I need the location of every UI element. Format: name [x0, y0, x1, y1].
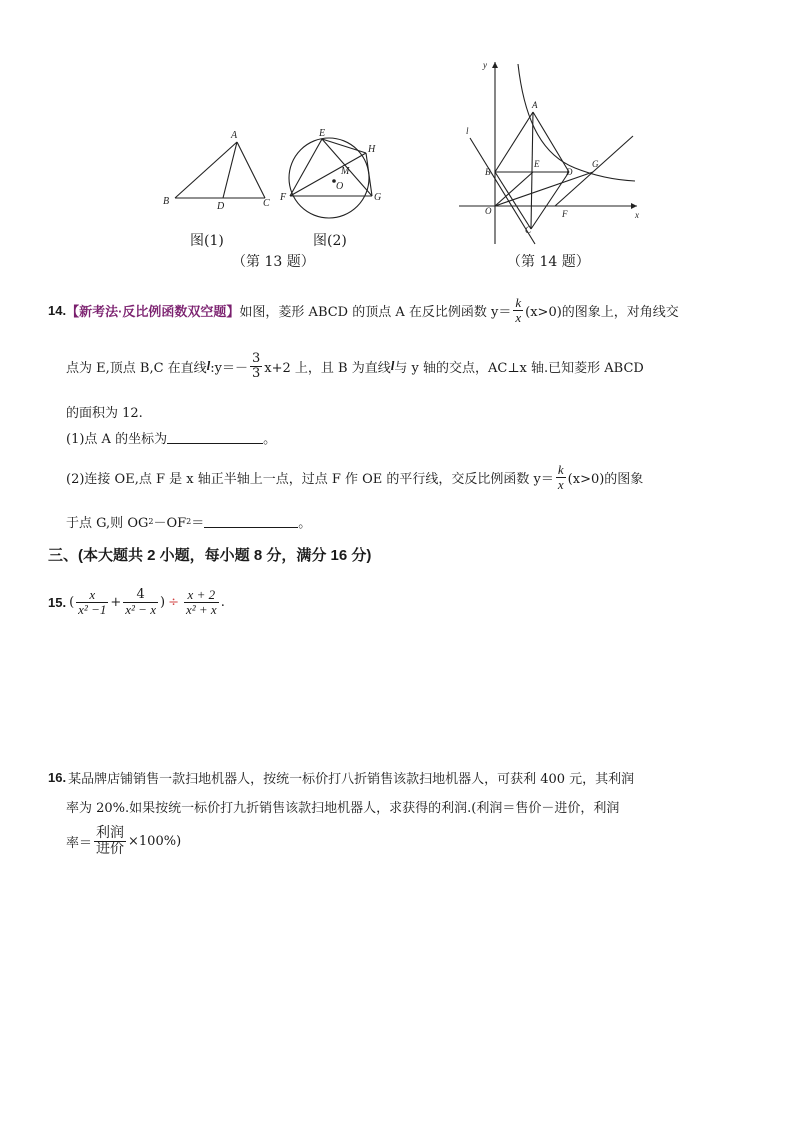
q14-fraction-k-over-x-2	[556, 463, 566, 491]
q14-text-3: 的面积为 12.	[66, 406, 143, 421]
figure-13-2-circle	[278, 56, 388, 226]
question-13-caption: （第 13 题）	[232, 254, 315, 270]
fig3-label-a: A	[532, 100, 538, 110]
q14-text-2c: x+2 上，且 B 为直线	[264, 360, 391, 376]
q14-text-1a: 如图，菱形 ABCD 的顶点 A 在反比例函数 y＝	[239, 304, 512, 320]
q14-part2-end: 。	[298, 516, 312, 531]
fig2-label-h: H	[368, 144, 376, 155]
fraction-denominator: x² − x	[125, 601, 156, 617]
fig1-label-c: C	[263, 198, 270, 209]
plus-sign: +	[110, 594, 122, 610]
q14-fraction-sqrt3-over-3	[250, 352, 262, 380]
q16-text-2: 率为 20%.如果按统一标价打九折销售该款扫地机器人，求获得的利润.(利润＝售价－进价，利润	[66, 801, 620, 816]
fraction-numerator: 3	[252, 351, 261, 366]
q15-fraction-3	[184, 588, 219, 616]
q16-number: 16.	[48, 770, 67, 785]
superscript-2: 2	[186, 517, 192, 526]
q14-part2-text-a: (2)连接 OE,点 F 是 x 轴正半轴上一点，过点 F 作 OE 的平行线，交反比例函数 y＝	[66, 471, 554, 487]
fig2-label-e: E	[319, 128, 326, 139]
section-3-heading: 三、(本大题共 2 小题，每小题 8 分，满分 16 分)	[48, 547, 372, 564]
fraction-numerator: 利润	[96, 825, 125, 841]
fraction-denominator: x	[557, 476, 564, 492]
fig3-label-e: E	[534, 159, 540, 169]
fig3-label-c: C	[525, 225, 532, 235]
fraction-denominator: x² −1	[78, 601, 107, 617]
fraction-denominator: x² + x	[185, 601, 217, 617]
fraction-numerator: x + 2	[187, 587, 216, 602]
q16-text-1: 某品牌店铺销售一款扫地机器人，按统一标价打八折销售该款扫地机器人，可获利 400 元，其利润	[68, 772, 635, 787]
q15-expression	[48, 588, 225, 616]
q15-fraction-1	[76, 588, 108, 616]
division-sign: ÷	[168, 594, 179, 610]
fraction-numerator: k	[557, 462, 564, 477]
fig2-label-f: F	[280, 192, 287, 203]
fig3-label-x: x	[635, 210, 639, 220]
q15-fraction-2	[123, 588, 158, 616]
q14-part2-text-c2: －OF	[153, 516, 187, 531]
fig3-label-o: O	[485, 206, 492, 216]
fig3-label-d: D	[566, 167, 573, 177]
fig2-label-g: G	[374, 192, 382, 203]
q16-text-3b: ×100%)	[128, 833, 182, 849]
answer-blank-1[interactable]	[167, 431, 263, 444]
q14-fraction-k-over-x	[513, 296, 523, 324]
q14-part2-text-c3: ＝	[191, 516, 205, 531]
line-l-symbol: l	[390, 358, 395, 374]
superscript-2: 2	[148, 517, 154, 526]
fig3-label-y: y	[483, 60, 487, 70]
fig2-label-m: M	[341, 166, 350, 177]
q14-line-1	[48, 296, 679, 324]
fig3-label-f: F	[562, 209, 568, 219]
q14-line-3	[66, 402, 143, 421]
q14-part1-end: 。	[263, 432, 277, 447]
q14-tag: 【新考法·反比例函数双空题】	[66, 303, 240, 319]
figure-13-2-caption: 图(2)	[313, 233, 347, 249]
fraction-numerator: k	[515, 295, 522, 310]
fig3-label-l: l	[466, 126, 469, 136]
answer-blank-2[interactable]	[204, 515, 298, 528]
q15-number: 15.	[48, 594, 67, 610]
fig1-label-d: D	[217, 201, 225, 212]
q16-line-1	[48, 768, 634, 787]
q14-text-2d: 与 y 轴的交点，AC⊥x 轴.已知菱形 ABCD	[394, 360, 644, 376]
q14-text-2a: 点为 E,顶点 B,C 在直线	[66, 360, 207, 376]
q14-part-2-cont	[66, 512, 311, 531]
open-paren: (	[69, 594, 75, 610]
fraction-denominator: 3	[252, 365, 261, 381]
figure-14-coordinate	[455, 56, 645, 251]
q14-part2-text-b: (x>0)的图象	[567, 471, 644, 487]
fraction-numerator: x	[89, 587, 96, 602]
period: .	[220, 594, 225, 610]
q14-part2-text-c1: 于点 G,则 OG	[66, 516, 149, 531]
fig3-label-b: B	[485, 167, 491, 177]
fraction-denominator: x	[515, 309, 522, 325]
close-paren: )	[159, 594, 166, 610]
q16-fraction-profit-over-cost	[94, 826, 126, 856]
q14-part1-text: (1)点 A 的坐标为	[66, 432, 168, 447]
q16-line-2	[66, 797, 619, 816]
q14-part-1	[66, 428, 276, 447]
q14-text-1b: (x>0)的图象上，对角线交	[525, 304, 679, 320]
q14-part-2	[66, 463, 643, 491]
q14-line-2	[66, 352, 644, 380]
figure-13-1-triangle	[155, 56, 275, 216]
q16-line-3	[66, 826, 181, 856]
q14-text-2b: :y＝－	[210, 360, 249, 376]
fig2-label-o: O	[336, 181, 344, 192]
fraction-denominator: 进价	[96, 840, 125, 857]
q14-number: 14.	[48, 302, 67, 318]
fraction-numerator: 4	[136, 587, 145, 602]
fig3-label-g: G	[592, 159, 599, 169]
figure-13-1-caption: 图(1)	[190, 233, 224, 249]
fig1-label-a: A	[231, 130, 238, 141]
line-l-symbol: l	[206, 358, 211, 374]
q16-text-3a: 率＝	[66, 835, 93, 851]
fig1-label-b: B	[163, 196, 170, 207]
question-14-caption: （第 14 题）	[507, 254, 590, 270]
